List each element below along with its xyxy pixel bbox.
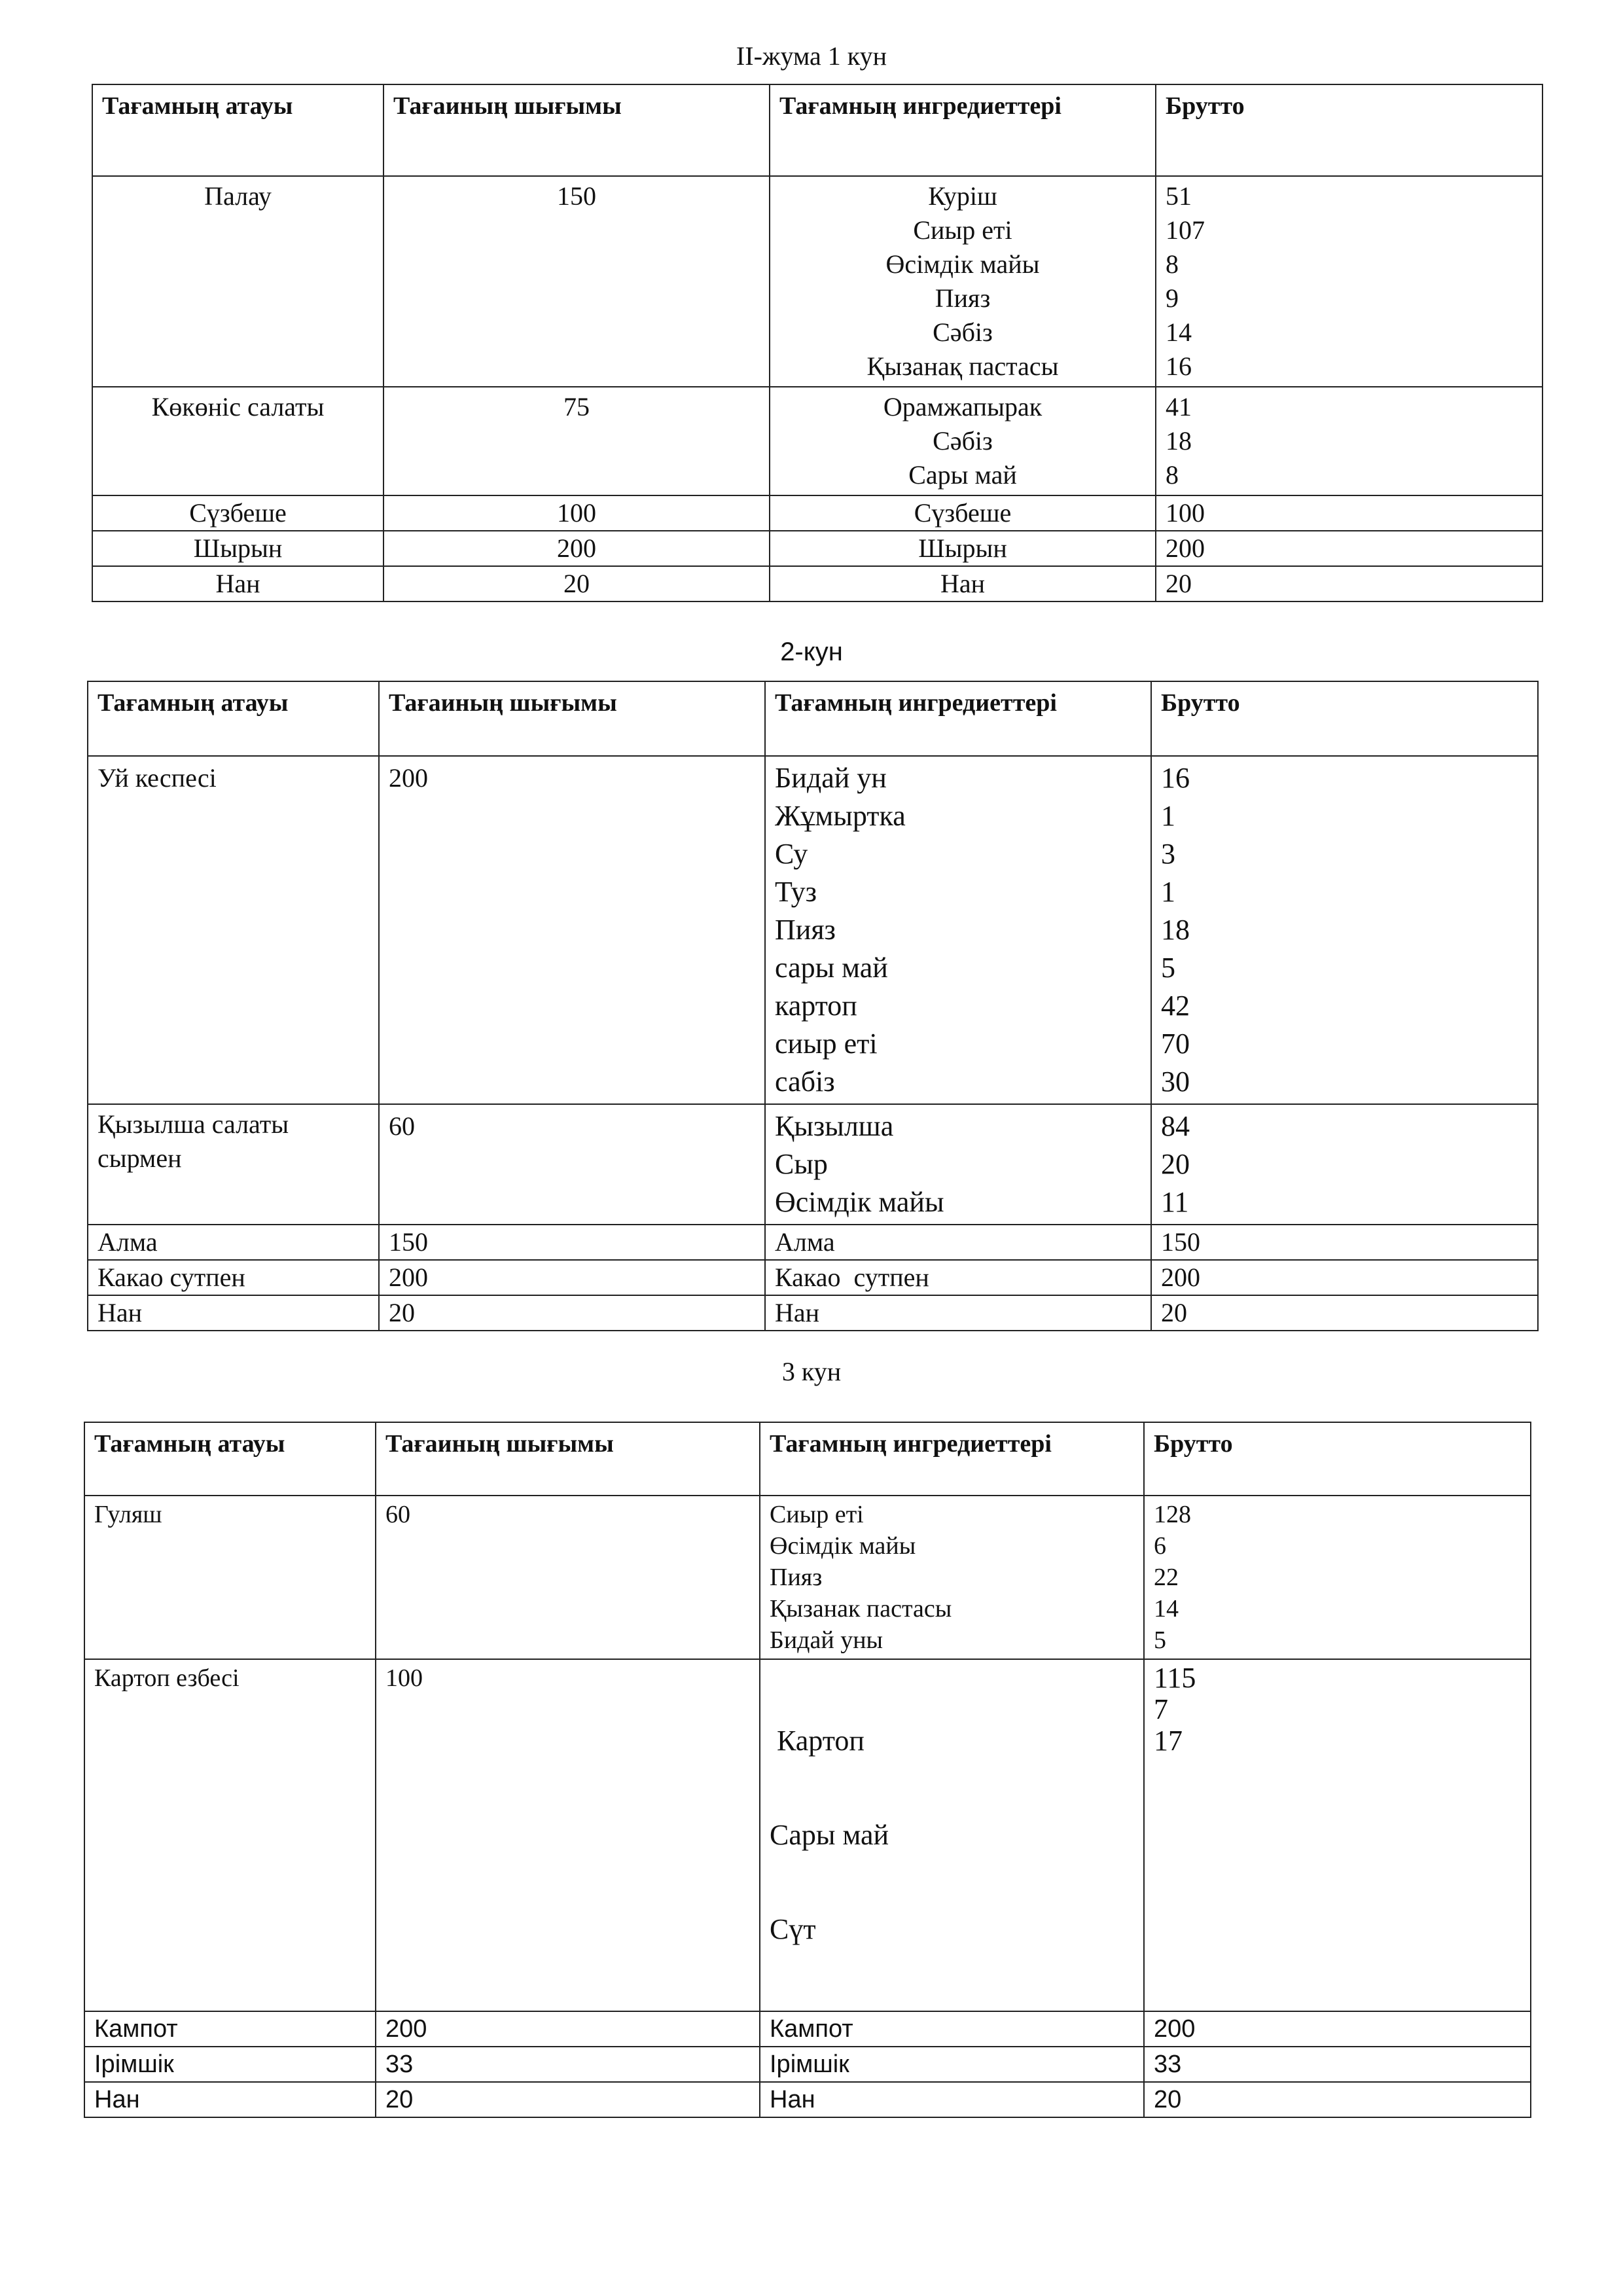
brutto-value: 51 — [1166, 181, 1192, 211]
dish-yield: 100 — [376, 1659, 760, 2011]
ingredient: Сары май — [908, 460, 1017, 490]
day3-menu-table — [84, 1422, 1531, 2118]
ingredient: сары май — [775, 952, 888, 984]
table-row — [92, 176, 1543, 387]
header-ingredients: Тағамның ингредиеттері — [770, 84, 1156, 176]
table-row — [92, 387, 1543, 495]
ingredient: Картоп — [770, 1725, 865, 1757]
brutto-value: 150 — [1151, 1225, 1538, 1260]
dish-yield: 20 — [376, 2082, 760, 2117]
dish-yield: 60 — [376, 1496, 760, 1659]
dish-name: Кампот — [84, 2011, 376, 2047]
ingredient: Нан — [760, 2082, 1144, 2117]
header-ingredients: Тағамның ингредиеттері — [760, 1422, 1144, 1496]
brutto-cell — [1156, 387, 1543, 495]
ingredient: Пияз — [935, 283, 991, 313]
table-row — [84, 2011, 1531, 2047]
brutto-value: 22 — [1154, 1564, 1179, 1591]
brutto-value: 1 — [1161, 876, 1175, 908]
ingredients-cell — [770, 387, 1156, 495]
dish-name: Картоп езбесі — [84, 1659, 376, 2011]
table-row — [84, 1496, 1531, 1659]
brutto-value: 42 — [1161, 990, 1190, 1022]
ingredient: Бидай уны — [770, 1626, 883, 1654]
ingredient: Қызанак пастасы — [770, 1595, 952, 1623]
ingredient: Сиыр еті — [770, 1501, 864, 1528]
dish-name: Шырын — [92, 531, 383, 566]
brutto-value: 33 — [1144, 2047, 1531, 2082]
brutto-value: 18 — [1166, 426, 1192, 456]
table-row — [88, 756, 1538, 1104]
table-row — [92, 566, 1543, 601]
brutto-value: 8 — [1166, 249, 1179, 279]
dish-yield: 150 — [379, 1225, 765, 1260]
dish-name: Нан — [84, 2082, 376, 2117]
header-brutto: Брутто — [1144, 1422, 1531, 1496]
dish-yield: 200 — [379, 1260, 765, 1295]
header-ingredients: Тағамның ингредиеттері — [765, 681, 1151, 756]
brutto-cell — [1156, 176, 1543, 387]
brutto-value: 41 — [1166, 392, 1192, 422]
brutto-value: 16 — [1161, 762, 1190, 794]
header-dish-name: Тағамның атауы — [88, 681, 379, 756]
brutto-value: 115 — [1154, 1662, 1196, 1694]
brutto-value: 14 — [1166, 317, 1192, 347]
brutto-value: 14 — [1154, 1595, 1179, 1623]
dish-name: Алма — [88, 1225, 379, 1260]
table-row — [84, 2047, 1531, 2082]
dish-name: Какао сутпен — [88, 1260, 379, 1295]
table-row — [88, 1295, 1538, 1331]
ingredient: Пияз — [775, 914, 836, 946]
brutto-value: 20 — [1144, 2082, 1531, 2117]
table-row — [88, 1260, 1538, 1295]
brutto-value: 18 — [1161, 914, 1190, 946]
brutto-value: 70 — [1161, 1028, 1190, 1060]
ingredient: Жұмыртка — [775, 800, 906, 832]
brutto-cell — [1151, 756, 1538, 1104]
brutto-value: 200 — [1144, 2011, 1531, 2047]
ingredient: Сиыр еті — [913, 215, 1012, 245]
dish-yield: 60 — [379, 1104, 765, 1225]
ingredient: Пияз — [770, 1564, 823, 1591]
dish-yield: 200 — [383, 531, 770, 566]
ingredient: Ірімшік — [760, 2047, 1144, 2082]
header-dish-name: Тағамның атауы — [84, 1422, 376, 1496]
ingredient: Алма — [765, 1225, 1151, 1260]
ingredients-cell — [765, 1104, 1151, 1225]
header-yield: Тағаиның шығымы — [379, 681, 765, 756]
brutto-value: 16 — [1166, 351, 1192, 381]
ingredient: Сары май — [770, 1819, 889, 1851]
dish-name: Ірімшік — [84, 2047, 376, 2082]
ingredient: Бидай ун — [775, 762, 887, 794]
ingredient: Сүт — [770, 1913, 816, 1945]
brutto-cell — [1144, 1496, 1531, 1659]
brutto-value: 20 — [1151, 1295, 1538, 1331]
ingredient: Су — [775, 838, 808, 870]
table-row — [84, 2082, 1531, 2117]
day3-title: 3 кун — [781, 1357, 842, 1386]
header-brutto: Брутто — [1156, 84, 1543, 176]
ingredient: сиыр еті — [775, 1028, 878, 1060]
table-row — [84, 1659, 1531, 2011]
ingredient: Сәбіз — [933, 426, 993, 456]
brutto-value: 1 — [1161, 800, 1175, 832]
brutto-value: 5 — [1161, 952, 1175, 984]
ingredient: картоп — [775, 990, 857, 1022]
brutto-value: 200 — [1156, 531, 1543, 566]
ingredients-cell — [760, 1659, 1144, 2011]
brutto-value: 84 — [1161, 1110, 1190, 1142]
header-yield: Тағаиның шығымы — [376, 1422, 760, 1496]
dish-name: Нан — [92, 566, 383, 601]
brutto-value: 8 — [1166, 460, 1179, 490]
dish-name: Гуляш — [84, 1496, 376, 1659]
table-row — [92, 495, 1543, 531]
dish-yield: 100 — [383, 495, 770, 531]
dish-name: Палау — [92, 176, 383, 387]
brutto-value: 128 — [1154, 1501, 1191, 1528]
dish-name: Көкөніс салаты — [92, 387, 383, 495]
ingredient: Өсімдік майы — [885, 249, 1040, 279]
brutto-value: 3 — [1161, 838, 1175, 870]
ingredients-cell — [760, 1496, 1144, 1659]
table-row — [92, 531, 1543, 566]
dish-yield: 200 — [376, 2011, 760, 2047]
ingredient: Қызылша — [775, 1110, 894, 1142]
ingredients-cell — [765, 756, 1151, 1104]
day2-title: 2-кун — [780, 637, 843, 666]
header-yield: Тағаиның шығымы — [383, 84, 770, 176]
brutto-value: 30 — [1161, 1066, 1190, 1098]
table-row — [88, 1225, 1538, 1260]
day1-menu-table — [92, 84, 1543, 602]
day2-menu-table — [87, 681, 1539, 1331]
brutto-value: 200 — [1151, 1260, 1538, 1295]
ingredient: Туз — [775, 876, 817, 908]
ingredient: Нан — [770, 566, 1156, 601]
ingredient: Какао сутпен — [765, 1260, 1151, 1295]
ingredient: Өсімдік майы — [770, 1532, 916, 1560]
dish-yield: 75 — [383, 387, 770, 495]
ingredient: Шырын — [770, 531, 1156, 566]
dish-name: Уй кеспесі — [88, 756, 379, 1104]
ingredient: Кампот — [760, 2011, 1144, 2047]
brutto-cell — [1144, 1659, 1531, 2011]
dish-name: Нан — [88, 1295, 379, 1331]
dish-yield: 33 — [376, 2047, 760, 2082]
header-brutto: Брутто — [1151, 681, 1538, 756]
brutto-cell — [1151, 1104, 1538, 1225]
dish-yield: 200 — [379, 756, 765, 1104]
brutto-value: 107 — [1166, 215, 1205, 245]
brutto-value: 7 — [1154, 1693, 1168, 1725]
dish-name: Сүзбеше — [92, 495, 383, 531]
day1-title: ІІ-жума 1 кун — [736, 41, 887, 71]
brutto-value: 9 — [1166, 283, 1179, 313]
dish-yield: 20 — [383, 566, 770, 601]
table-row — [88, 1104, 1538, 1225]
ingredient: Нан — [765, 1295, 1151, 1331]
brutto-value: 6 — [1154, 1532, 1166, 1560]
ingredient: сабіз — [775, 1066, 835, 1098]
brutto-value: 20 — [1161, 1148, 1190, 1180]
ingredient: Куріш — [928, 181, 997, 211]
brutto-value: 5 — [1154, 1626, 1166, 1654]
brutto-value: 17 — [1154, 1725, 1183, 1757]
ingredient: Қызанақ пастасы — [866, 351, 1059, 381]
ingredient: Өсімдік майы — [775, 1186, 944, 1218]
brutto-value: 11 — [1161, 1186, 1189, 1218]
ingredient: Сәбіз — [933, 317, 993, 347]
ingredient: Сыр — [775, 1148, 828, 1180]
brutto-value: 20 — [1156, 566, 1543, 601]
dish-yield: 20 — [379, 1295, 765, 1331]
ingredient: Сүзбеше — [770, 495, 1156, 531]
header-dish-name: Тағамның атауы — [92, 84, 383, 176]
dish-name: Қызылша салаты сырмен — [88, 1104, 379, 1225]
ingredient: Орамжапырак — [883, 392, 1043, 422]
ingredients-cell — [770, 176, 1156, 387]
brutto-value: 100 — [1156, 495, 1543, 531]
dish-yield: 150 — [383, 176, 770, 387]
